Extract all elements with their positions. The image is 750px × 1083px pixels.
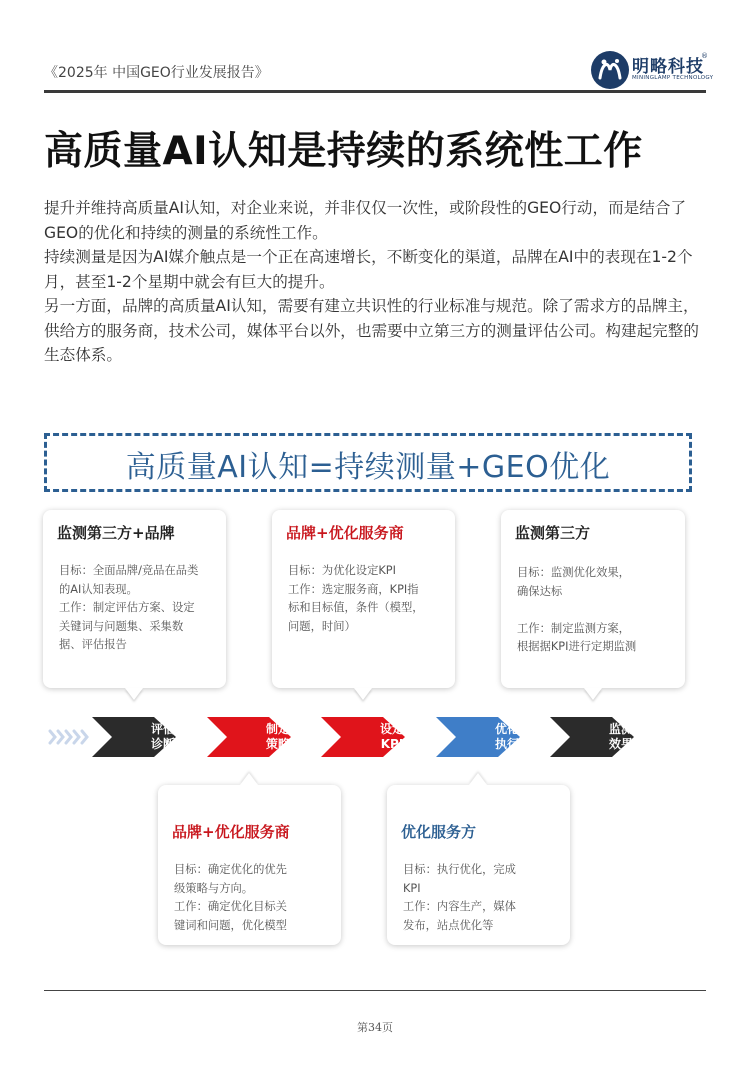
step-label-kpi bbox=[367, 722, 417, 752]
step-label-assess bbox=[138, 722, 188, 752]
page-number: 第34页 bbox=[357, 1021, 393, 1034]
paragraph-3: 另一方面，品牌的高质量AI认知，需要有建立共识性的行业标准与规范。除了需求方的品牌主，供给方的服务商，技术公司，媒体平台以外，也需要中立第三方的测量评估公司。构建起完整的生态体系。 bbox=[44, 297, 699, 364]
box-body bbox=[59, 562, 198, 655]
company-logo bbox=[590, 50, 714, 90]
box-line: 工作：制定监测方案， bbox=[517, 621, 630, 635]
box-line: 目标：为优化设定KPI bbox=[288, 564, 396, 577]
step-label-line: 监测 bbox=[608, 722, 633, 736]
box-line: 根据据KPI进行定期监测 bbox=[517, 640, 637, 653]
box-line: 问题，时间） bbox=[288, 619, 356, 633]
box-line: KPI bbox=[403, 881, 421, 895]
step-label-line: 优化 bbox=[494, 722, 519, 736]
box-body bbox=[403, 861, 516, 935]
step-label-line: KPI bbox=[380, 737, 404, 751]
box-line: 工作：内容生产，媒体 bbox=[403, 900, 516, 913]
step-label-line: 诊断 bbox=[150, 737, 175, 751]
process-flow bbox=[44, 712, 644, 762]
header-rule bbox=[44, 90, 706, 93]
step-label-line: 策略 bbox=[265, 737, 290, 751]
box-title: 品牌+优化服务商 bbox=[286, 524, 404, 542]
box-body bbox=[288, 562, 424, 636]
bottom-box-execution bbox=[387, 785, 570, 945]
formula-banner bbox=[44, 433, 692, 492]
box-line: 的AI认知表现。 bbox=[59, 582, 138, 596]
report-title: 《2025年 中国GEO行业发展报告》 bbox=[44, 65, 269, 81]
step-label-line: 执行 bbox=[494, 737, 519, 751]
box-body bbox=[174, 861, 287, 935]
top-box-monitoring bbox=[501, 510, 685, 688]
box-line: 标和目标值，条件（模型， bbox=[288, 601, 424, 614]
body-text bbox=[44, 196, 714, 368]
logo-registered-mark: ® bbox=[701, 52, 708, 60]
step-label-execute bbox=[482, 722, 532, 752]
lead-in-chevrons bbox=[50, 731, 87, 743]
box-line: 目标：确定优化的优先 bbox=[174, 863, 287, 876]
box-body bbox=[517, 564, 636, 657]
bottom-box-strategy bbox=[158, 785, 341, 945]
box-line: 工作：制定评估方案、设定 bbox=[59, 601, 195, 614]
step-label-strategy bbox=[253, 722, 303, 752]
box-pointer bbox=[125, 688, 143, 700]
step-label-line: 设定 bbox=[379, 722, 404, 736]
page-title: 高质量AI认知是持续的系统性工作 bbox=[44, 129, 643, 174]
box-title: 优化服务方 bbox=[401, 823, 477, 841]
logo-mark-icon bbox=[590, 50, 630, 90]
step-label-line: 制定 bbox=[265, 722, 290, 736]
box-pointer bbox=[354, 688, 372, 700]
box-line: 目标：执行优化，完成 bbox=[403, 863, 516, 876]
box-title: 监测第三方 bbox=[515, 524, 591, 542]
box-line: 据、评估报告 bbox=[59, 638, 127, 651]
box-pointer bbox=[584, 688, 602, 700]
top-box-assessment bbox=[43, 510, 226, 688]
box-line: 发布，站点优化等 bbox=[403, 918, 494, 932]
paragraph-1: 提升并维持高质量AI认知，对企业来说，并非仅仅一次性，或阶段性的GEO行动，而是结合了GEO的优化和持续的测量的系统性工作。 bbox=[44, 199, 687, 242]
box-pointer bbox=[469, 773, 487, 785]
logo-cn-text: 明略科技 bbox=[632, 57, 704, 77]
box-title: 品牌+优化服务商 bbox=[172, 823, 290, 841]
box-line: 键词和问题，优化模型 bbox=[174, 918, 287, 932]
step-label-monitor bbox=[596, 722, 646, 752]
box-line: 工作：选定服务商，KPI指 bbox=[288, 582, 419, 596]
formula-banner-text: 高质量AI认知=持续测量+GEO优化 bbox=[125, 450, 611, 485]
footer-rule bbox=[44, 990, 706, 991]
box-line: 目标：全面品牌/竞品在品类 bbox=[59, 564, 199, 577]
box-title: 监测第三方+品牌 bbox=[57, 524, 175, 542]
logo-en-text: MININGLAMP TECHNOLOGY bbox=[632, 75, 714, 81]
step-label-line: 评估 bbox=[150, 722, 175, 736]
box-line: 确保达标 bbox=[517, 584, 563, 598]
box-line bbox=[517, 601, 636, 620]
box-line: 关键词与问题集、采集数 bbox=[59, 619, 184, 633]
box-line: 目标：监测优化效果， bbox=[517, 566, 630, 579]
step-label-line: 效果 bbox=[608, 737, 633, 751]
top-box-kpi bbox=[272, 510, 455, 688]
box-pointer bbox=[240, 773, 258, 785]
box-line: 级策略与方向。 bbox=[174, 881, 254, 895]
paragraph-2: 持续测量是因为AI媒介触点是一个正在高速增长，不断变化的渠道，品牌在AI中的表现在1-2个月，甚至1-2个星期中就会有巨大的提升。 bbox=[44, 248, 693, 291]
box-line: 工作：确定优化目标关 bbox=[174, 900, 287, 913]
